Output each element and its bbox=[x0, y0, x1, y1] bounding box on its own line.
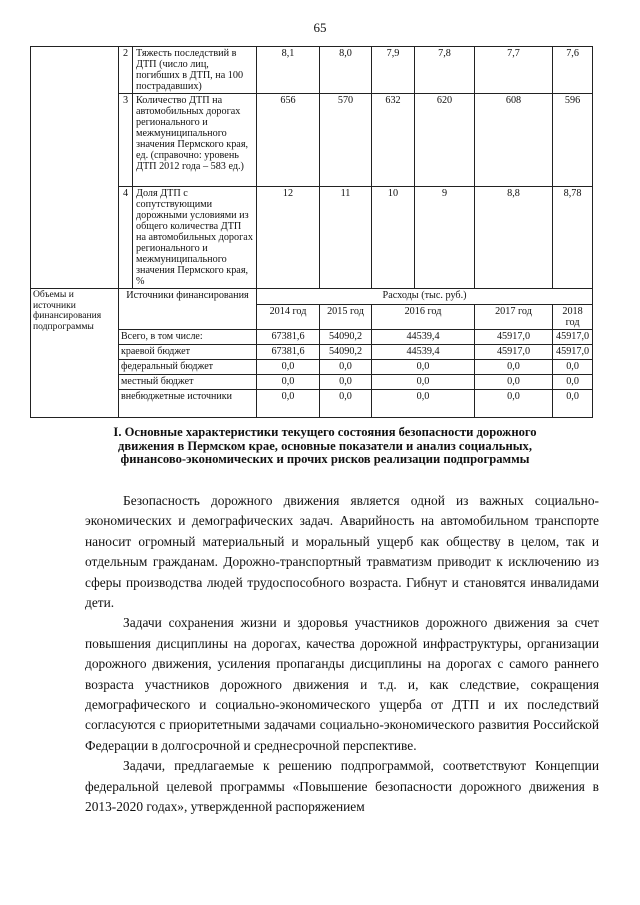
financing-value: 0,0 bbox=[372, 375, 475, 390]
indicator-row bbox=[31, 47, 593, 94]
year-header: 2014 год bbox=[257, 305, 320, 330]
indicator-value: 570 bbox=[320, 94, 372, 187]
financing-value: 0,0 bbox=[257, 360, 320, 375]
indicators-financing-table bbox=[30, 46, 593, 418]
financing-value: 0,0 bbox=[553, 360, 593, 375]
indicator-value: 632 bbox=[372, 94, 415, 187]
indicator-name: Доля ДТП с сопутствующими дорожными условиями из общего количества ДТП на автомобильных дорогах регионального и межмуниципального значения Пермского края, % bbox=[133, 187, 257, 289]
expenses-header: Расходы (тыс. руб.) bbox=[257, 289, 593, 305]
financing-label: Объемы и источники финансирования подпрограммы bbox=[31, 289, 119, 418]
financing-value: 0,0 bbox=[475, 375, 553, 390]
page-number: 65 bbox=[313, 20, 327, 35]
financing-value: 0,0 bbox=[553, 375, 593, 390]
section-heading: I. Основные характеристики текущего состояния безопасности дорожного движения в Пермском крае, основные показатели и анализ социальных, финансово-экономических и прочих рисков реализации подпрограммы bbox=[113, 425, 537, 466]
financing-value: 0,0 bbox=[372, 360, 475, 375]
indicator-value: 12 bbox=[257, 187, 320, 289]
year-header: 2017 год bbox=[475, 305, 553, 330]
financing-value: 45917,0 bbox=[553, 345, 593, 360]
financing-value: 0,0 bbox=[372, 390, 475, 418]
financing-source: местный бюджет bbox=[119, 375, 257, 390]
financing-source: федеральный бюджет bbox=[119, 360, 257, 375]
financing-value: 0,0 bbox=[320, 390, 372, 418]
financing-source: Всего, в том числе: bbox=[119, 330, 257, 345]
indicator-number: 3 bbox=[119, 94, 133, 187]
indicator-value: 608 bbox=[475, 94, 553, 187]
financing-value: 0,0 bbox=[475, 360, 553, 375]
indicator-value: 8,1 bbox=[257, 47, 320, 94]
paragraph: Задачи сохранения жизни и здоровья участников дорожного движения за счет повышения дисциплины на дорогах, качества дорожной инфраструктуры, организации дорожного движения, усиления пропаганды дисциплины на дорогах с самого раннего возраста участников дорожного движения и т.д. и, как следствие, сокращения демографического и социально-экономического ущерба от ДТП и их последствий согласуются с приоритетными задачами социально-экономического развития Российской Федерации в долгосрочной и среднесрочной перспективе. bbox=[85, 615, 599, 753]
financing-value: 44539,4 bbox=[372, 330, 475, 345]
indicator-value: 656 bbox=[257, 94, 320, 187]
indicator-value: 7,8 bbox=[415, 47, 475, 94]
year-header: 2018 год bbox=[553, 305, 593, 330]
financing-value: 45917,0 bbox=[475, 330, 553, 345]
body-text bbox=[85, 491, 599, 818]
indicator-value: 8,0 bbox=[320, 47, 372, 94]
financing-value: 54090,2 bbox=[320, 345, 372, 360]
paragraph: Задачи, предлагаемые к решению подпрограммой, соответствуют Концепции федеральной целевой программы «Повышение безопасности дорожного движения в 2013-2020 годах», утвержденной распоряжением bbox=[85, 758, 599, 815]
indicator-value: 8,8 bbox=[475, 187, 553, 289]
financing-value: 0,0 bbox=[553, 390, 593, 418]
indicator-value: 596 bbox=[553, 94, 593, 187]
indicator-number: 2 bbox=[119, 47, 133, 94]
indicator-value: 7,9 bbox=[372, 47, 415, 94]
empty-cell bbox=[31, 47, 119, 289]
indicator-number: 4 bbox=[119, 187, 133, 289]
indicator-value: 8,78 bbox=[553, 187, 593, 289]
financing-value: 0,0 bbox=[257, 390, 320, 418]
indicator-value: 620 bbox=[415, 94, 475, 187]
indicator-value: 11 bbox=[320, 187, 372, 289]
financing-source: краевой бюджет bbox=[119, 345, 257, 360]
financing-value: 67381,6 bbox=[257, 330, 320, 345]
financing-value: 67381,6 bbox=[257, 345, 320, 360]
financing-value: 45917,0 bbox=[475, 345, 553, 360]
financing-value: 44539,4 bbox=[372, 345, 475, 360]
sources-header: Источники финансирования bbox=[119, 289, 257, 330]
year-header: 2016 год bbox=[372, 305, 475, 330]
indicator-name: Количество ДТП на автомобильных дорогах регионального и межмуниципального значения Пермского края, ед. (справочно: уровень ДТП 2012 года – 583 ед.) bbox=[133, 94, 257, 187]
financing-value: 0,0 bbox=[257, 375, 320, 390]
financing-value: 45917,0 bbox=[553, 330, 593, 345]
indicator-value: 7,6 bbox=[553, 47, 593, 94]
paragraph: Безопасность дорожного движения является одной из важных социально-экономических и демографических задач. Аварийность на автомобильном транспорте наносит огромный материальный и моральный ущерб как обществу в целом, так и отдельным гражданам. Дорожно-транспортный травматизм приводит к исключению из сферы производства людей трудоспособного возраста. Гибнут и становятся инвалидами дети. bbox=[85, 493, 599, 611]
indicator-value: 7,7 bbox=[475, 47, 553, 94]
financing-header-row bbox=[31, 289, 593, 305]
financing-value: 54090,2 bbox=[320, 330, 372, 345]
indicator-name: Тяжесть последствий в ДТП (число лиц, погибших в ДТП, на 100 пострадавших) bbox=[133, 47, 257, 94]
indicator-value: 10 bbox=[372, 187, 415, 289]
financing-value: 0,0 bbox=[475, 390, 553, 418]
financing-value: 0,0 bbox=[320, 360, 372, 375]
financing-source: внебюджетные источники bbox=[119, 390, 257, 418]
indicator-value: 9 bbox=[415, 187, 475, 289]
financing-value: 0,0 bbox=[320, 375, 372, 390]
year-header: 2015 год bbox=[320, 305, 372, 330]
